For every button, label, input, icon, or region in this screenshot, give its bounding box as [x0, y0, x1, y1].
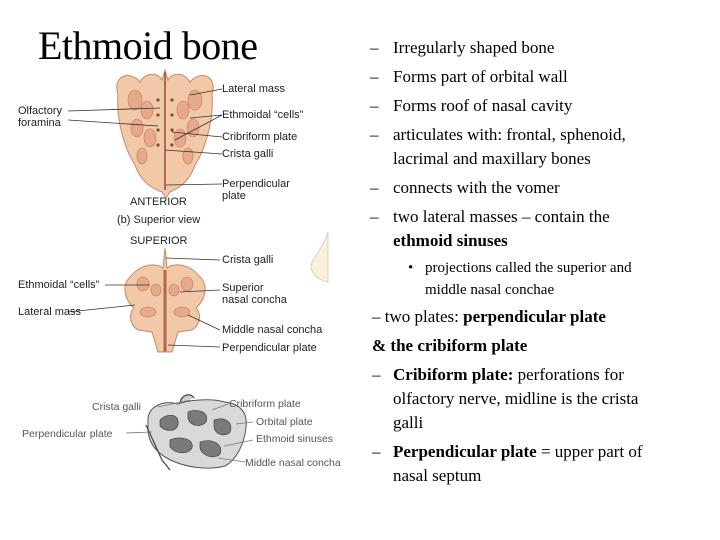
bullet-irregular-shape: Irregularly shaped bone: [393, 38, 555, 57]
ethmoid-figure: [0, 60, 345, 490]
sub-bullet-dot: •: [408, 260, 414, 276]
dash: –: [370, 178, 379, 197]
label-middle-nasal-concha-mid: Middle nasal concha: [222, 324, 323, 336]
bullet-orbital-wall: Forms part of orbital wall: [393, 67, 568, 86]
label-orbital-plate: Orbital plate: [256, 416, 313, 428]
label-lateral-mass-mid: Lateral mass: [18, 306, 81, 318]
label-perpendicular-plate-top: Perpendicular plate: [222, 178, 290, 202]
bullet-two-plates: [372, 305, 606, 329]
bullet-articulates-line1: articulates with: frontal, sphenoid,: [393, 125, 626, 144]
bullet-perpendicular-plate-line1: [393, 440, 643, 464]
posterior-view-bone: [125, 248, 205, 352]
label-olfactory-foramina: Olfactory foramina: [18, 105, 63, 129]
cribiform-plate-desc: perforations for: [513, 365, 624, 384]
caption-anterior: ANTERIOR: [130, 196, 187, 208]
label-ethmoidal-cells-top: Ethmoidal “cells”: [222, 109, 304, 121]
bullet-lateral-masses-line1: two lateral masses – contain the: [393, 207, 610, 226]
cropped-bone-fragment: [311, 232, 328, 282]
bullet-lateral-masses-line2: ethmoid sinuses: [393, 231, 508, 250]
bullet-perpendicular-plate-line2: nasal septum: [393, 466, 482, 485]
superior-view-bone: [117, 70, 213, 198]
dash: –: [370, 38, 379, 57]
slide-title: Ethmoid bone: [38, 23, 258, 68]
label-ethmoid-sinuses: Ethmoid sinuses: [256, 433, 334, 445]
dash: –: [370, 207, 379, 226]
bullet-articulates-line2: lacrimal and maxillary bones: [393, 149, 591, 168]
cribiform-plate-term: Cribiform plate:: [393, 365, 514, 384]
bullet-nasal-roof: Forms roof of nasal cavity: [393, 96, 573, 115]
label-lateral-mass-top: Lateral mass: [222, 83, 285, 95]
perpendicular-plate-term: Perpendicular plate: [393, 442, 537, 461]
label-crista-galli-mid: Crista galli: [222, 254, 274, 266]
label-perpendicular-plate-bottom: Perpendicular plate: [22, 428, 113, 440]
dash: –: [370, 67, 379, 86]
dash: –: [372, 442, 381, 461]
bullet-cribiform-plate-line2: olfactory nerve, midline is the crista: [393, 389, 639, 408]
bullet-vomer: connects with the vomer: [393, 178, 560, 197]
label-superior-nasal-concha: Superior nasal concha: [222, 282, 287, 306]
perpendicular-plate-desc: = upper part of: [536, 442, 643, 461]
bullet-cribiform-plate-line1: [393, 363, 624, 387]
label-cribriform-plate-bottom: Cribriform plate: [229, 398, 301, 410]
two-plates-text: – two plates:: [372, 307, 464, 326]
label-perpendicular-plate-mid: Perpendicular plate: [222, 342, 317, 354]
dash: –: [370, 125, 379, 144]
sub-bullet-conchae-line2: middle nasal conchae: [425, 282, 555, 298]
label-ethmoidal-cells-mid: Ethmoidal “cells”: [18, 279, 100, 291]
sub-bullet-conchae-line1: projections called the superior and: [425, 260, 632, 276]
label-cribriform-plate-top: Cribriform plate: [222, 131, 298, 143]
label-crista-galli-bottom: Crista galli: [92, 401, 142, 413]
label-crista-galli-top: Crista galli: [222, 148, 274, 160]
caption-superior-view: (b) Superior view: [117, 214, 201, 226]
bullet-cribiform-plate-line3: galli: [393, 413, 424, 432]
two-plates-perpendicular: perpendicular plate: [463, 307, 606, 326]
dash: –: [372, 365, 381, 384]
dash: –: [370, 96, 379, 115]
bullet-cribiform-and: & the cribiform plate: [372, 336, 528, 355]
caption-superior: SUPERIOR: [130, 235, 188, 247]
label-middle-nasal-concha-bottom: Middle nasal concha: [245, 457, 341, 469]
